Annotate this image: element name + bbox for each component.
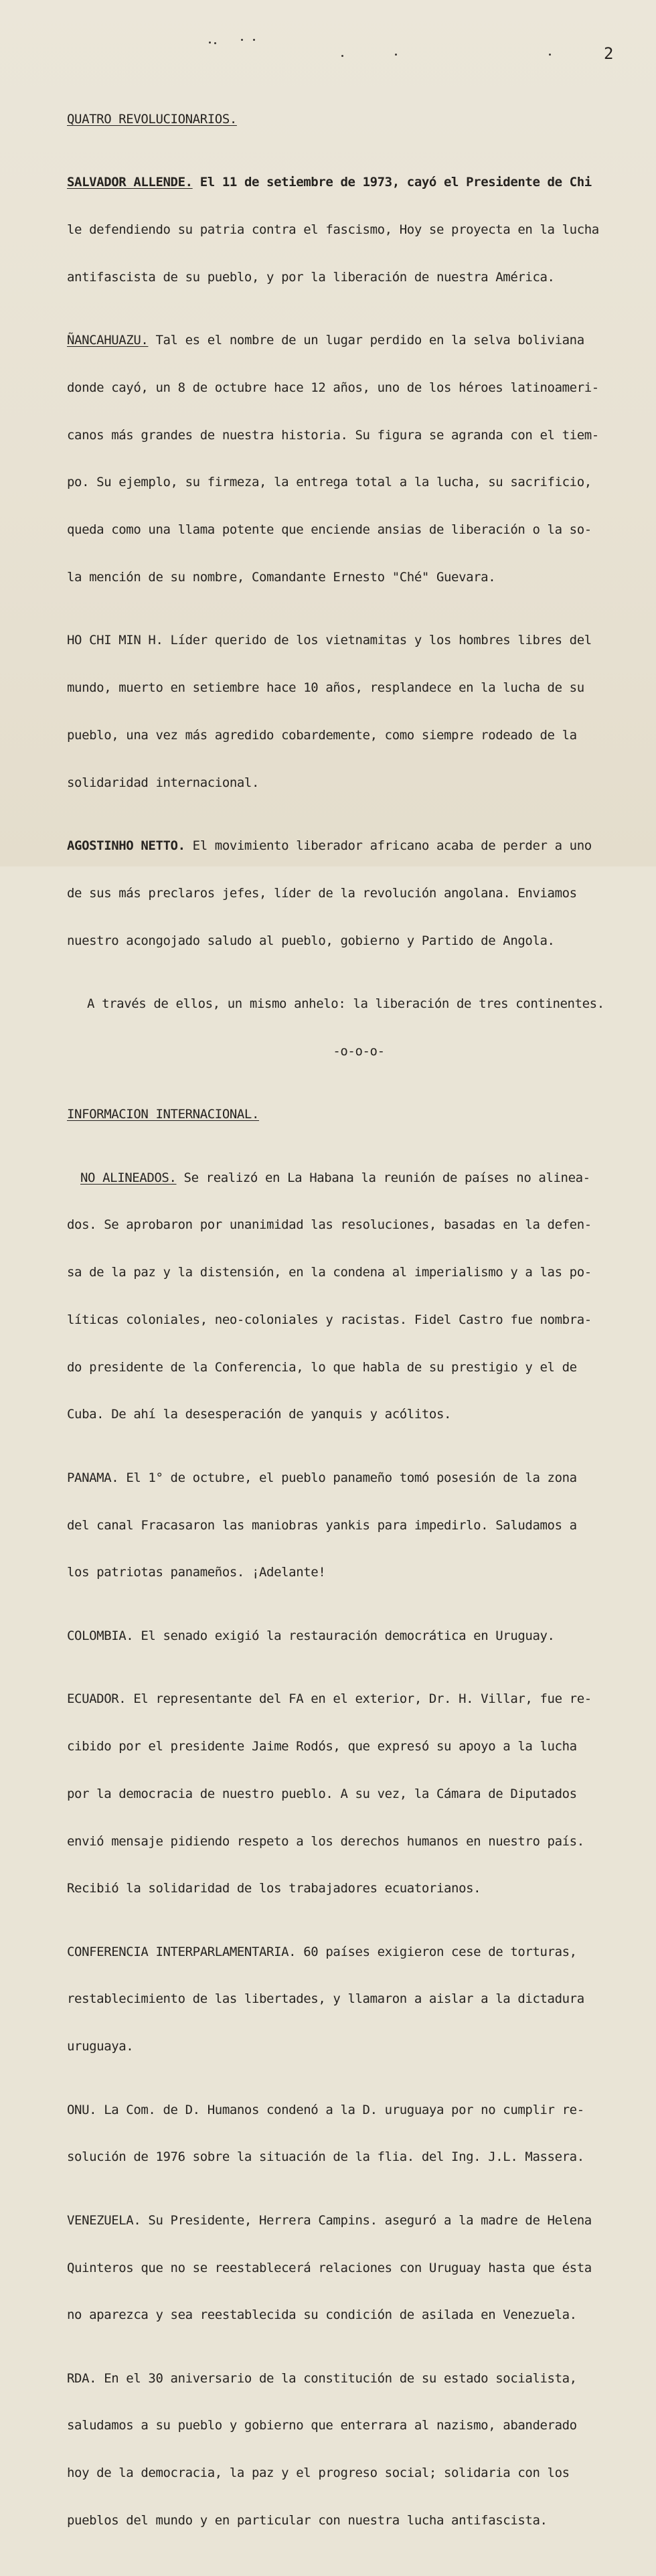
allende-heading: SALVADOR ALLENDE. <box>67 175 193 190</box>
rda-heading: RDA. <box>67 2370 97 2386</box>
document-body <box>67 64 651 2576</box>
rda-line: hoy de la democracia, la paz y el progreso social; solidaria con los <box>67 2466 570 2481</box>
venezuela-line: no aparezca y sea reestablecida su condición de asilada en Venezuela. <box>67 2307 577 2323</box>
venezuela-heading: VENEZUELA. <box>67 2212 141 2228</box>
neto-heading: AGOSTINHO NETTO. <box>67 838 185 854</box>
allende-paragraph-line: SALVADOR ALLENDE. El 11 de setiembre de 1973, cayó el Presidente de Chi <box>67 175 592 190</box>
conferencia-paragraph-line: CONFERENCIA INTERPARLAMENTARIA. 60 países exigieron cese de torturas, <box>67 1944 577 1959</box>
noalineados-heading: NO ALINEADOS. <box>80 1170 177 1185</box>
allende-line: le defendiendo su patria contra el fascismo, Hoy se proyecta en la lucha <box>67 222 599 237</box>
noalineados-line: sa de la paz y la distensión, en la condena al imperialismo y a las po- <box>67 1265 592 1280</box>
hochiminh-line: mundo, muerto en setiembre hace 10 años, resplandece en la lucha de su <box>67 680 584 696</box>
noalineados-paragraph-line: NO ALINEADOS. Se realizó en La Habana la reunión de países no alinea- <box>80 1170 590 1185</box>
colombia-paragraph-line: COLOMBIA. El senado exigió la restauración democrática en Uruguay. <box>67 1628 555 1643</box>
noalineados-line: Cuba. De ahí la desesperación de yanquis y acólitos. <box>67 1407 452 1422</box>
conferencia-line: restablecimiento de las libertades, y llamaron a aislar a la dictadura <box>67 1991 584 2007</box>
ecuador-line: Recibió la solidaridad de los trabajadores ecuatorianos. <box>67 1881 481 1896</box>
noalineados-line: do presidente de la Conferencia, lo que habla de su prestigio y el de <box>67 1359 577 1375</box>
closing-line: A través de ellos, un mismo anhelo: la liberación de tres continentes. <box>87 996 604 1012</box>
hochiminh-line: pueblo, una vez más agredido cobardemente, como siempre rodeado de la <box>67 727 577 743</box>
ecuador-line: cibido por el presidente Jaime Rodós, que expresó su apoyo a la lucha <box>67 1738 577 1754</box>
noalineados-line: líticas coloniales, neo-coloniales y racistas. Fidel Castro fue nombra- <box>67 1312 592 1327</box>
allende-line: antifascista de su pueblo, y por la liberación de nuestra América. <box>67 269 555 285</box>
rda-paragraph-line: RDA. En el 30 aniversario de la constitución de su estado socialista, <box>67 2370 577 2386</box>
nancahuazu-heading: ÑANCAHUAZU. <box>67 333 149 348</box>
neto-line: de sus más preclaros jefes, líder de la revolución angolana. Enviamos <box>67 885 577 901</box>
ecuador-line: por la democracia de nuestro pueblo. A su vez, la Cámara de Diputados <box>67 1786 577 1801</box>
panama-line: los patriotas panameños. ¡Adelante! <box>67 1565 326 1580</box>
onu-line: solución de 1976 sobre la situación de la flia. del Ing. J.L. Massera. <box>67 2149 584 2165</box>
noalineados-line: dos. Se aprobaron por unanimidad las resoluciones, basadas en la defen- <box>67 1217 592 1233</box>
nancahuazu-paragraph-line: ÑANCAHUAZU. Tal es el nombre de un lugar perdido en la selva boliviana <box>67 333 584 348</box>
panama-paragraph-line: PANAMA. El 1° de octubre, el pueblo panameño tomó posesión de la zona <box>67 1470 577 1485</box>
hochiminh-heading: HO CHI MIN H. <box>67 633 163 648</box>
hochiminh-paragraph-line: HO CHI MIN H. Líder querido de los vietnamitas y los hombres libres del <box>67 633 592 648</box>
nancahuazu-line: queda como una llama potente que enciende ansias de liberación o la so- <box>67 522 592 538</box>
venezuela-paragraph-line: VENEZUELA. Su Presidente, Herrera Campins. aseguró a la madre de Helena <box>67 2212 592 2228</box>
conferencia-heading: CONFERENCIA INTERPARLAMENTARIA. <box>67 1944 297 1959</box>
ecuador-paragraph-line: ECUADOR. El representante del FA en el exterior, Dr. H. Villar, fue re- <box>67 1691 592 1707</box>
nancahuazu-line: donde cayó, un 8 de octubre hace 12 años, uno de los héroes latinoameri- <box>67 380 599 395</box>
neto-paragraph-line: AGOSTINHO NETTO. El movimiento liberador africano acaba de perder a uno <box>67 838 592 854</box>
nancahuazu-line: la mención de su nombre, Comandante Ernesto "Ché" Guevara. <box>67 570 496 585</box>
ecuador-line: envió mensaje pidiendo respeto a los derechos humanos en nuestro país. <box>67 1833 584 1849</box>
onu-paragraph-line: ONU. La Com. de D. Humanos condenó a la D. uruguaya por no cumplir re- <box>67 2102 584 2117</box>
venezuela-line: Quinteros que no se reestablecerá relaciones con Uruguay hasta que ésta <box>67 2260 592 2275</box>
section-title: INFORMACION INTERNACIONAL. <box>67 1107 260 1122</box>
hochiminh-line: solidaridad internacional. <box>67 775 260 790</box>
rda-line: pueblos del mundo y en particular con nuestra lucha antifascista. <box>67 2513 548 2528</box>
neto-line: nuestro acongojado saludo al pueblo, gobierno y Partido de Angola. <box>67 933 555 948</box>
colombia-heading: COLOMBIA. <box>67 1628 134 1643</box>
ecuador-heading: ECUADOR. <box>67 1691 127 1707</box>
nancahuazu-line: po. Su ejemplo, su firmeza, la entrega total a la lucha, su sacrificio, <box>67 475 592 490</box>
rda-line: saludamos a su pueblo y gobierno que enterrara al nazismo, abanderado <box>67 2418 577 2433</box>
stray-ink-marks <box>201 39 576 59</box>
onu-heading: ONU. <box>67 2102 97 2117</box>
page-number: 2 <box>604 44 614 63</box>
section-title: QUATRO REVOLUCIONARIOS. <box>67 111 237 127</box>
conferencia-line: uruguaya. <box>67 2039 134 2054</box>
nancahuazu-line: canos más grandes de nuestra historia. Su figura se agranda con el tiem- <box>67 427 599 443</box>
panama-line: del canal Fracasaron las maniobras yankis para impedirlo. Saludamos a <box>67 1517 577 1533</box>
panama-heading: PANAMA. <box>67 1470 119 1485</box>
separator: -o-o-o- <box>333 1043 385 1059</box>
